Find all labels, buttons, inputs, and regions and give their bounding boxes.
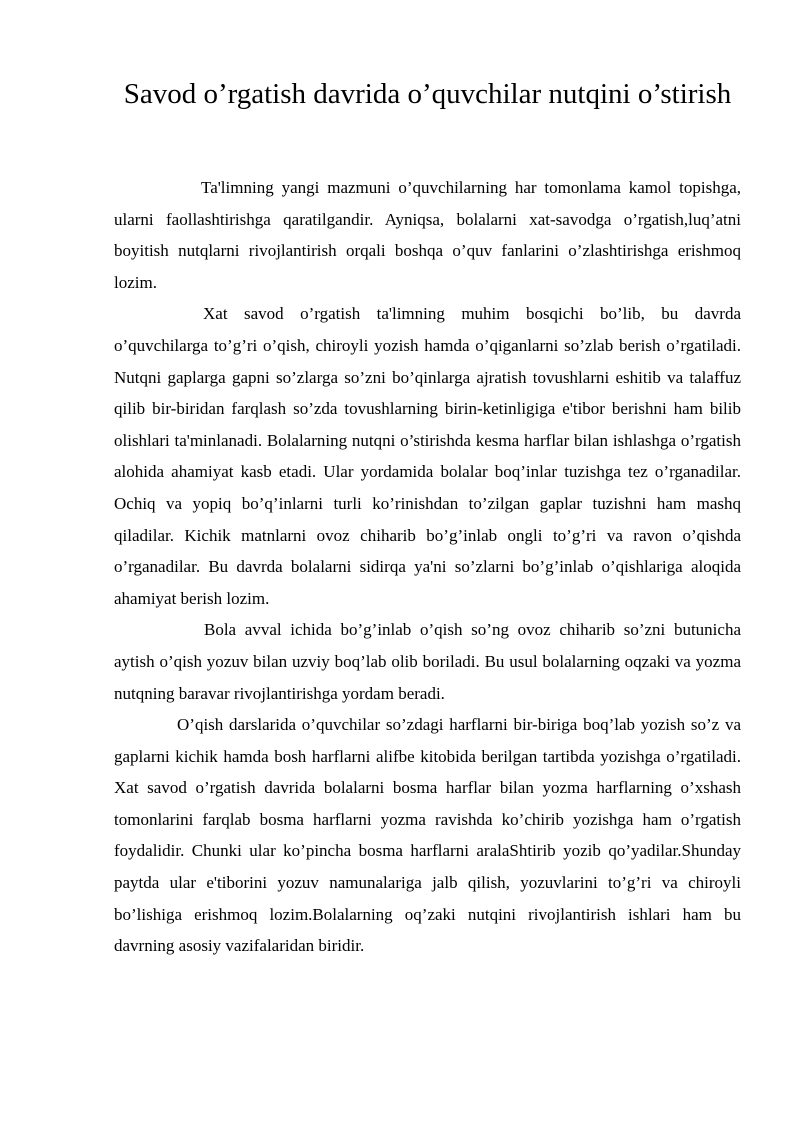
paragraph-2: Xat savod o’rgatish ta'limning muhim bosqichi bo’lib, bu davrda o’quvchilarga to’g’ri o’qish, chiroyli yozish hamda o’qiganlarni so’zlab berish o’rgatiladi. Nutqni gaplarga gapni so’zlarga so’zni bo’qinlarga ajratish tovushlarni eshitib va talaffuz qilib bir-biridan farqlash so’zda tovushlarning birin-ketinligiga e'tibor berishni ham bilib olishlari ta'minlanadi. Bolalarning nutqni o’stirishda kesma harflar bilan ishlashga o’rgatish alohida ahamiyat kasb etadi. Ular yordamida bolalar boq’inlar tuzishga tez o’rganadilar. Ochiq va yopiq bo’q’inlarni turli ko’rinishdan to’zilgan gaplar tuzishni ham mashq qiladilar. Kichik matnlarni ovoz chiharib bo’g’inlab ongli to’g’ri va ravon o’qishda o’rganadilar. Bu davrda bolalarni sidirqa ya'ni so’zlarni bo’g’inlab o’qishlariga aloqida ahamiyat berish lozim.	[114, 304, 741, 608]
paragraph-4: O’qish darslarida o’quvchilar so’zdagi harflarni bir-biriga boq’lab yozish so’z va gaplarni kichik hamda bosh harflarni alifbe kitobida berilgan tartibda yozishga o’rgatiladi. Xat savod o’rgatish davrida bolalarni bosma harflar bilan yozma harflarning o’xshash tomonlarini farqlab bosma harflarni yozma ravishda ko’chirib yozishga ham o’rgatish foydalidir. Chunki ular ko’pincha bosma harflarni aralaShtirib yozib qo’yadilar.Shunday paytda ular e'tiborini yozuv namunalariga jalb qilish, yozuvlarini to’g’ri va chiroyli bo’lishiga erishmoq lozim.Bolalarning oq’zaki nutqini rivojlantirish ishlari ham bu davrning asosiy vazifalaridan biridir.	[114, 715, 741, 956]
document-body	[114, 172, 741, 962]
document-title: Savod o’rgatish davrida o’quvchilar nutqini o’stirish	[123, 78, 732, 110]
paragraph-1: Ta'limning yangi mazmuni o’quvchilarning har tomonlama kamol topishga, ularni faollashtirishga qaratilgandir. Ayniqsa, bolalarni xat-savodga o’rgatish,luq’atni boyitish nutqlarni rivojlantirish orqali boshqa o’quv fanlarini o’zlashtirishga erishmoq lozim.	[114, 178, 741, 292]
paragraph-3: Bola avval ichida bo’g’inlab o’qish so’ng ovoz chiharib so’zni butunicha aytish o’qish yozuv bilan uzviy boq’lab olib boriladi. Bu usul bolalarning oqzaki va yozma nutqning baravar rivojlantirishga yordam beradi.	[114, 620, 741, 703]
